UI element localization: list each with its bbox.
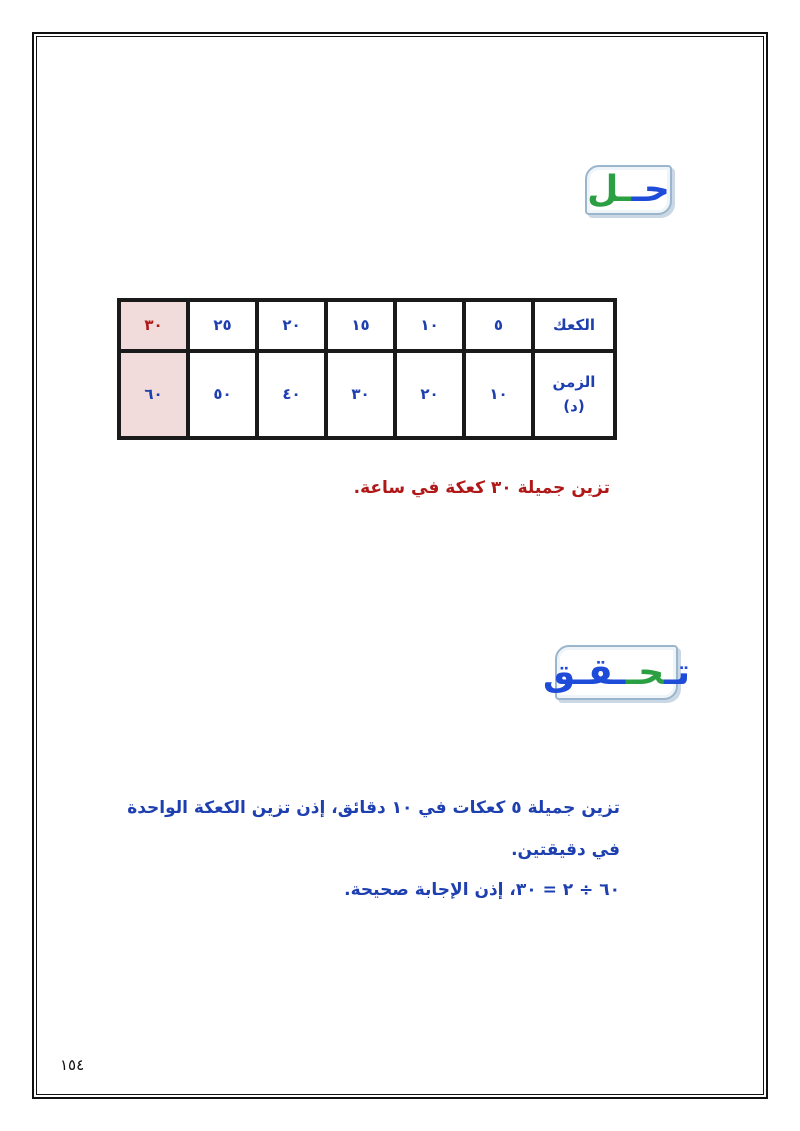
table-cell: ١٠: [466, 353, 531, 436]
check-paragraph-2: ٦٠ ÷ ٢ = ٣٠، إذن الإجابة صحيحة.: [344, 880, 620, 900]
table-cell: ٢٥: [190, 302, 255, 349]
table-cell: ٣٠: [328, 353, 393, 436]
row-header-time-unit: (د): [563, 397, 585, 416]
solve-heading-badge: [585, 165, 672, 215]
solve-heading-title: حــل: [587, 169, 670, 210]
table-cell: ٢٠: [397, 353, 462, 436]
table-cell: ١٠: [397, 302, 462, 349]
table-row: [121, 302, 613, 349]
row-header-time-label: الزمن: [552, 373, 596, 392]
table-cell: ٥: [466, 302, 531, 349]
table-cell-highlighted: ٦٠: [121, 353, 186, 436]
table-cell-highlighted: ٣٠: [121, 302, 186, 349]
check-paragraph-1: تزين جميلة ٥ كعكات في ١٠ دقائق، إذن تزين الكعكة الواحدة في دقيقتين.: [127, 798, 620, 860]
row-header-cakes: الكعك: [535, 302, 613, 349]
page-number: ١٥٤: [60, 1056, 85, 1074]
table-cell: ٢٠: [259, 302, 324, 349]
table-cell: ١٥: [328, 302, 393, 349]
row-header-time: [535, 353, 613, 436]
result-statement: تزين جميلة ٣٠ كعكة في ساعة.: [353, 478, 610, 498]
cakes-time-table: [117, 298, 617, 440]
check-heading-badge: [542, 645, 691, 700]
table-cell: ٤٠: [259, 353, 324, 436]
check-heading-title: تـحــقـق: [542, 651, 691, 693]
table-cell: ٥٠: [190, 353, 255, 436]
table-row: [121, 353, 613, 436]
